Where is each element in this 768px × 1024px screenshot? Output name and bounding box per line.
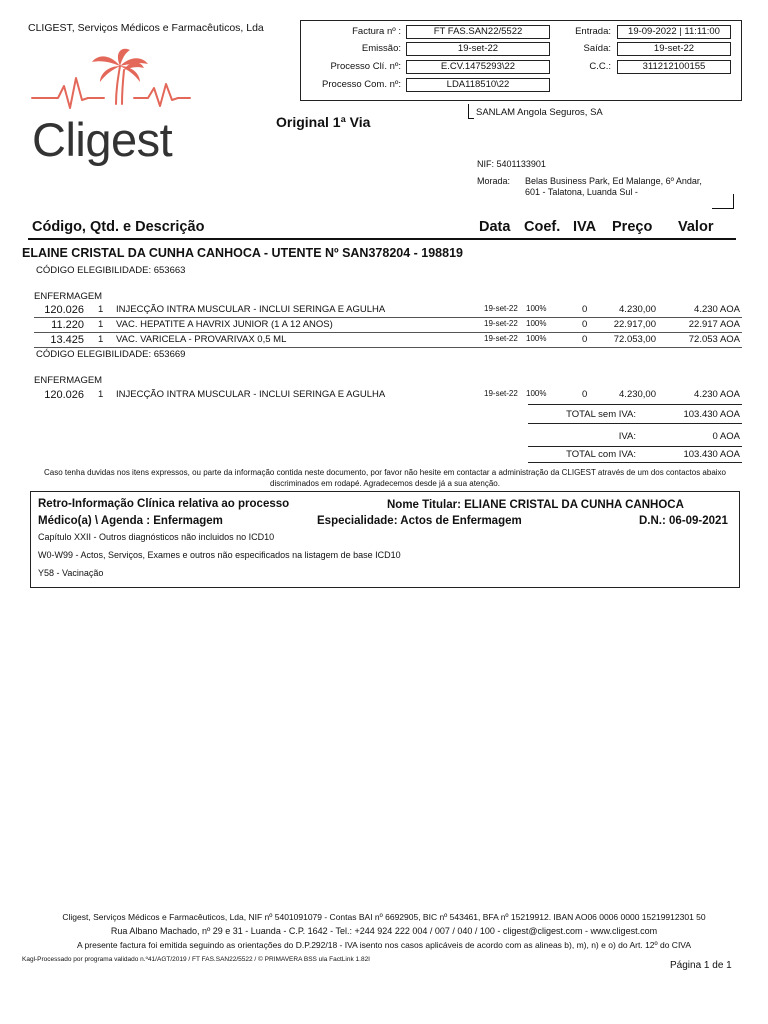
item-code: 120.026 xyxy=(44,389,84,401)
total-sem-iva-value: 103.430 AOA xyxy=(683,409,740,420)
item-value: 4.230 AOA xyxy=(694,304,740,315)
row-divider xyxy=(34,347,742,348)
totals-rule xyxy=(528,446,742,447)
item-iva: 0 xyxy=(582,334,588,345)
especialidade: Especialidade: Actos de Enfermagem xyxy=(317,515,522,527)
total-com-iva-value: 103.430 AOA xyxy=(683,449,740,460)
medico-agenda: Médico(a) \ Agenda : Enfermagem xyxy=(38,515,223,527)
diagnosis-line: Y58 - Vacinação xyxy=(38,568,104,578)
client-bracket-foot xyxy=(468,118,474,119)
item-coef: 100% xyxy=(526,389,547,398)
category-label: ENFERMAGEM xyxy=(34,375,103,386)
footer-processed: Kagl-Processado por programa validado n.º41/AGT/2019 / FT FAS.SAN22/5522 / © PRIMAVERA BSS ula FactLink 1.82I xyxy=(22,956,370,963)
morada-label: Morada: xyxy=(477,176,511,186)
palm-heartbeat-icon xyxy=(30,48,200,118)
item-price: 4.230,00 xyxy=(619,389,656,400)
header-date: Data xyxy=(479,219,511,235)
eligibility-code: CÓDIGO ELEGIBILIDADE: 653669 xyxy=(36,349,186,360)
item-code: 13.425 xyxy=(50,334,84,346)
processo-com-value: LDA118510\22 xyxy=(406,78,550,92)
footer-legal: A presente factura foi emitida seguindo as orientações do D.P.292/18 - IVA isento nos casos aplicáveis de acordo com as alineas b), m), n) e o) do Art. 12º do CIVA xyxy=(76,940,692,950)
item-qty: 1 xyxy=(98,334,104,345)
item-coef: 100% xyxy=(526,334,547,343)
corner-mark-foot xyxy=(712,208,734,209)
item-desc: INJECÇÃO INTRA MUSCULAR - INCLUI SERINGA E AGULHA xyxy=(116,304,386,315)
item-qty: 1 xyxy=(98,389,104,400)
item-code: 11.220 xyxy=(51,319,84,331)
item-iva: 0 xyxy=(582,304,588,315)
totals-rule xyxy=(528,462,742,463)
cc-value: 311212100155 xyxy=(617,60,731,74)
emissao-label: Emissão: xyxy=(361,43,401,54)
entrada-value: 19-09-2022 | 11:11:00 xyxy=(617,25,731,39)
header-coef: Coef. xyxy=(524,219,561,235)
eligibility-code: CÓDIGO ELEGIBILIDADE: 653663 xyxy=(36,265,186,276)
saida-label: Saída: xyxy=(583,43,611,54)
category-label: ENFERMAGEM xyxy=(34,291,103,302)
item-value: 4.230 AOA xyxy=(694,389,740,400)
item-coef: 100% xyxy=(526,319,547,328)
item-date: 19-set-22 xyxy=(484,334,518,343)
diagnosis-line: W0-W99 - Actos, Serviços, Exames e outros não especificados na listagem de base ICD10 xyxy=(38,550,401,560)
item-date: 19-set-22 xyxy=(484,389,518,398)
item-iva: 0 xyxy=(582,389,588,400)
date-of-birth: D.N.: 06-09-2021 xyxy=(639,515,728,527)
processo-cli-label: Processo Clí. nº: xyxy=(330,61,401,72)
clinical-title: Retro-Informação Clínica relativa ao processo xyxy=(38,498,290,510)
morada-value: Belas Business Park, Ed Malange, 6º Andar, 601 - Talatona, Luanda Sul - xyxy=(525,176,702,197)
header-description: Código, Qtd. e Descrição xyxy=(32,219,205,235)
item-qty: 1 xyxy=(98,304,104,315)
table-row xyxy=(34,334,742,347)
original-copy-label: Original 1ª Via xyxy=(276,114,371,130)
factura-label: Factura nº : xyxy=(352,26,401,37)
company-name: CLIGEST, Serviços Médicos e Farmacêuticos, Lda xyxy=(28,22,264,34)
saida-value: 19-set-22 xyxy=(617,42,731,56)
titular-name: Nome Titular: ELIANE CRISTAL DA CUNHA CANHOCA xyxy=(387,499,684,511)
emissao-value: 19-set-22 xyxy=(406,42,550,56)
corner-mark xyxy=(733,194,734,208)
item-desc: INJECÇÃO INTRA MUSCULAR - INCLUI SERINGA E AGULHA xyxy=(116,389,386,400)
processo-cli-value: E.CV.1475293\22 xyxy=(406,60,550,74)
clinical-info-box xyxy=(30,491,740,588)
contact-notice: Caso tenha duvidas nos itens expressos, ou parte da informação contida neste documento, por favor não hesite em contactar a administração da CLIGEST através de um dos contactos abaixo discriminados em rodapé. Agradecemos desde já a sua atenção. xyxy=(43,468,727,488)
item-desc: VAC. HEPATITE A HAVRIX JUNIOR (1 A 12 ANOS) xyxy=(116,319,333,330)
item-price: 72.053,00 xyxy=(613,334,656,345)
item-coef: 100% xyxy=(526,304,547,313)
footer-address: Rua Albano Machado, nº 29 e 31 - Luanda - C.P. 1642 - Tel.: +244 924 222 004 / 007 / 040 / 100 - cligest@cligest.com - www.cligest.com xyxy=(110,926,658,936)
total-com-iva-label: TOTAL com IVA: xyxy=(566,449,636,460)
totals-rule xyxy=(528,404,742,405)
table-row xyxy=(34,319,742,332)
header-rule xyxy=(28,238,736,240)
footer-company-info: Cligest, Serviços Médicos e Farmacêuticos, Lda, NIF nº 5401091079 - Contas BAI nº 6692905, BIC nº 543461, BFA nº 15219912. IBAN AO06 0006 0000 15219912301 50 xyxy=(62,912,706,922)
total-sem-iva-label: TOTAL sem IVA: xyxy=(566,409,636,420)
cc-label: C.C.: xyxy=(589,61,611,72)
patient-line: ELAINE CRISTAL DA CUNHA CANHOCA - UTENTE Nº SAN378204 - 198819 xyxy=(22,246,463,260)
totals-rule xyxy=(528,423,742,424)
header-iva: IVA xyxy=(573,219,597,235)
table-row xyxy=(34,389,742,402)
item-desc: VAC. VARICELA - PROVARIVAX 0,5 ML xyxy=(116,334,287,345)
item-code: 120.026 xyxy=(44,304,84,316)
item-value: 72.053 AOA xyxy=(688,334,740,345)
iva-value: 0 AOA xyxy=(712,431,740,442)
header-value: Valor xyxy=(678,219,714,235)
client-bracket xyxy=(468,104,469,118)
entrada-label: Entrada: xyxy=(575,26,611,37)
client-name: SANLAM Angola Seguros, SA xyxy=(476,107,603,118)
brand-wordmark: Cligest xyxy=(32,113,173,166)
item-value: 22.917 AOA xyxy=(688,319,740,330)
page-number: Página 1 de 1 xyxy=(670,960,732,971)
item-date: 19-set-22 xyxy=(484,319,518,328)
invoice-meta-box xyxy=(300,20,742,101)
processo-com-label: Processo Com. nº: xyxy=(322,79,401,90)
header-price: Preço xyxy=(612,219,653,235)
diagnosis-line: Capítulo XXII - Outros diagnósticos não incluidos no ICD10 xyxy=(38,532,275,542)
factura-value: FT FAS.SAN22/5522 xyxy=(406,25,550,39)
row-divider xyxy=(34,317,742,318)
iva-label: IVA: xyxy=(618,431,636,442)
row-divider xyxy=(34,332,742,333)
item-date: 19-set-22 xyxy=(484,304,518,313)
item-qty: 1 xyxy=(98,319,104,330)
table-row xyxy=(34,304,742,317)
item-price: 4.230,00 xyxy=(619,304,656,315)
item-price: 22.917,00 xyxy=(613,319,656,330)
item-iva: 0 xyxy=(582,319,588,330)
client-nif: NIF: 5401133901 xyxy=(477,159,546,169)
